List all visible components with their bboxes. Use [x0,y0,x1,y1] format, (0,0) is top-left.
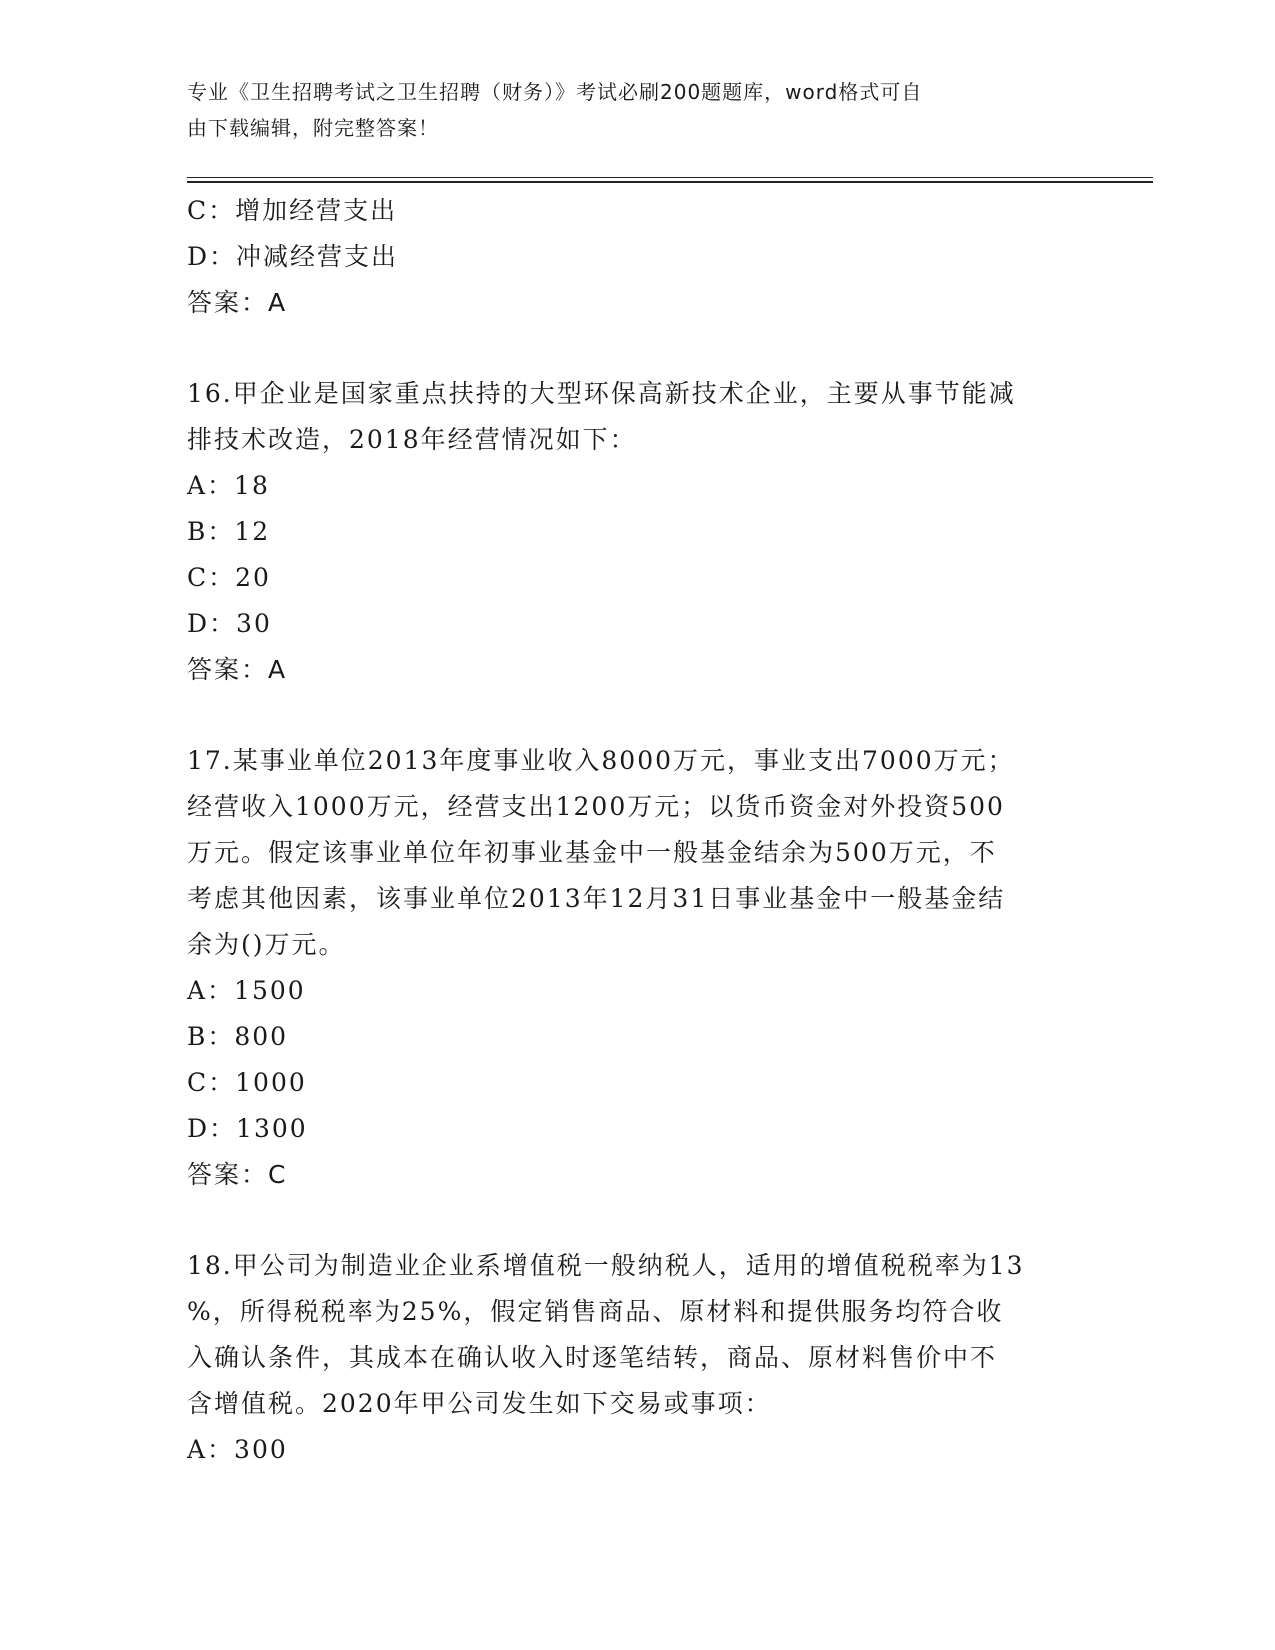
document-header [187,74,1067,146]
header-line-2: 由下载编辑，附完整答案！ [187,116,439,140]
option-a: A：18 [187,471,270,500]
header-line-1: 专业《卫生招聘考试之卫生招聘（财务）》考试必刷200题题库，word格式可自 [187,80,923,104]
option-d: D：30 [187,609,272,638]
header-divider-thick [187,181,1153,183]
answer: 答案：A [187,288,288,317]
question-17 [187,738,1087,1198]
question-stem-line: 17.某事业单位2013年度事业收入8000万元，事业支出7000万元； [187,746,1015,775]
option-d: D：1300 [187,1114,308,1143]
option-b: B：800 [187,1022,289,1051]
option-a: A：1500 [187,976,306,1005]
option-c: C：20 [187,563,271,592]
option-c: C：1000 [187,1068,307,1097]
question-stem-line: 含增值税。2020年甲公司发生如下交易或事项： [187,1389,772,1418]
question-stem-line: 万元。假定该事业单位年初事业基金中一般基金结余为500万元，不 [187,838,997,867]
option-c: C：增加经营支出 [187,196,398,225]
question-stem-line: 16.甲企业是国家重点扶持的大型环保高新技术企业，主要从事节能减 [187,379,1016,408]
answer: 答案：A [187,655,288,684]
question-stem-line: 排技术改造，2018年经营情况如下： [187,425,637,454]
question-18 [187,1243,1087,1473]
option-b: B：12 [187,517,271,546]
question-15 [187,188,1087,326]
question-content [187,188,1087,1473]
question-stem-line: 入确认条件，其成本在确认收入时逐笔结转，商品、原材料售价中不 [187,1343,998,1372]
question-stem-line: %，所得税税率为25%，假定销售商品、原材料和提供服务均符合收 [187,1297,1004,1326]
option-d: D：冲减经营支出 [187,242,399,271]
option-a: A：300 [187,1435,288,1464]
answer: 答案：C [187,1160,288,1189]
question-stem-line: 考虑其他因素，该事业单位2013年12月31日事业基金中一般基金结 [187,884,1006,913]
question-stem-line: 余为()万元。 [187,930,346,959]
header-divider-thin [187,177,1153,178]
question-16 [187,371,1087,693]
question-stem-line: 经营收入1000万元，经营支出1200万元；以货币资金对外投资500 [187,792,1005,821]
question-stem-line: 18.甲公司为制造业企业系增值税一般纳税人，适用的增值税税率为13 [187,1251,1025,1280]
